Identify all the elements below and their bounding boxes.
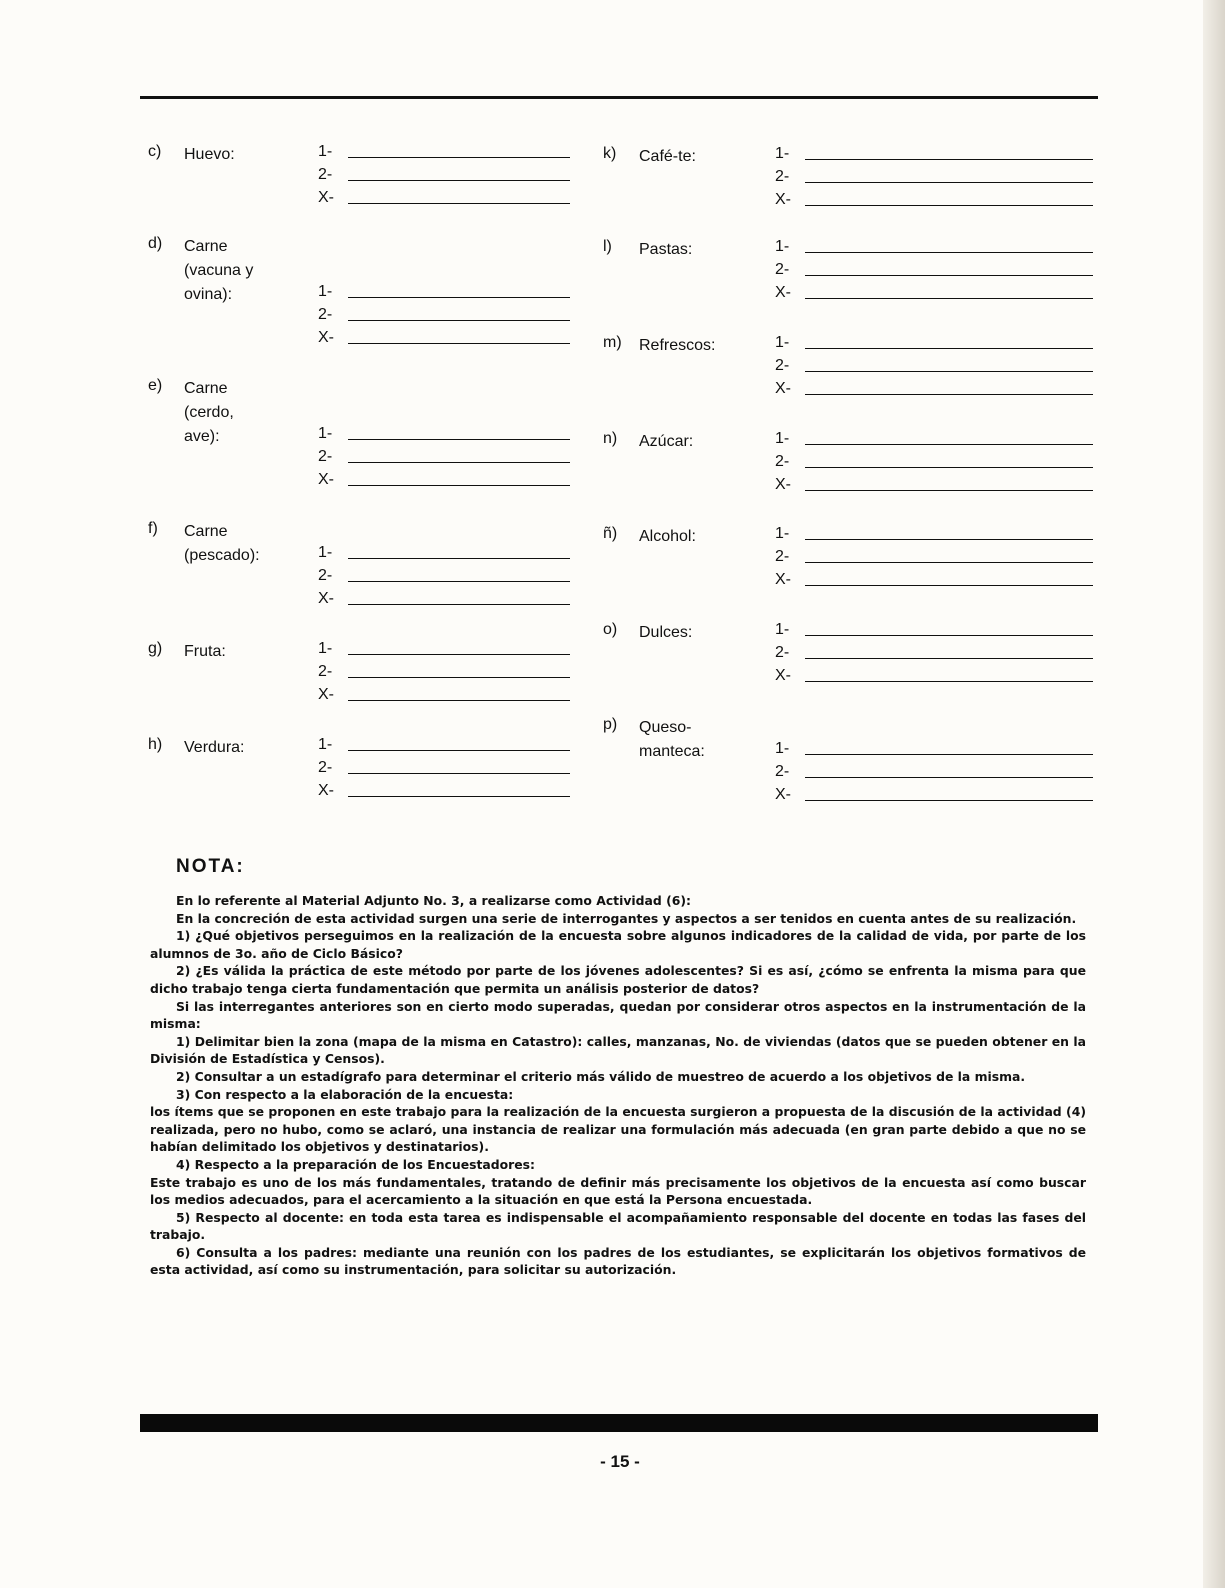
answer-blank[interactable]: [805, 348, 1093, 349]
item-letter: g): [148, 640, 163, 657]
answer-line-number: X-: [775, 284, 791, 301]
answer-blank[interactable]: [805, 159, 1093, 160]
answer-line[interactable]: [775, 261, 1103, 283]
answer-line[interactable]: [775, 334, 1103, 356]
nota-paragraph: 4) Respecto a la preparación de los Encuestadores:: [176, 1156, 535, 1172]
answer-line[interactable]: [318, 425, 580, 447]
page-number: - 15 -: [600, 1452, 640, 1471]
item-label: Carne (vacuna y ovina):: [184, 238, 254, 303]
answer-blank[interactable]: [805, 182, 1093, 183]
answer-blank[interactable]: [805, 205, 1093, 206]
answer-line[interactable]: [775, 786, 1103, 808]
answer-line[interactable]: [318, 686, 580, 708]
answer-blank[interactable]: [805, 275, 1093, 276]
answer-blank[interactable]: [348, 320, 570, 321]
answer-line[interactable]: [775, 430, 1103, 452]
nota-paragraph: En la concreción de esta actividad surgen una serie de interrogantes y aspectos a ser tenidos en cuenta antes de su realización.: [176, 910, 1077, 926]
answer-line-number: X-: [318, 189, 334, 206]
item-letter: l): [603, 238, 612, 255]
answer-blank[interactable]: [348, 750, 570, 751]
answer-line[interactable]: [318, 640, 580, 662]
answer-line-number: 1-: [318, 143, 333, 160]
answer-line-number: 2-: [775, 548, 790, 565]
answer-blank[interactable]: [348, 773, 570, 774]
answer-line[interactable]: [775, 168, 1103, 190]
item-label: Carne (cerdo, ave):: [184, 380, 234, 445]
answer-line-number: 1-: [775, 430, 790, 447]
nota-title: NOTA:: [176, 856, 245, 877]
answer-line-number: X-: [318, 686, 334, 703]
answer-blank[interactable]: [805, 635, 1093, 636]
answer-line-number: 1-: [318, 425, 333, 442]
nota-body: [150, 892, 1086, 1279]
item-letter: ñ): [603, 525, 618, 542]
answer-line-number: X-: [318, 590, 334, 607]
answer-line[interactable]: [318, 306, 580, 328]
answer-blank[interactable]: [348, 203, 570, 204]
answer-blank[interactable]: [805, 658, 1093, 659]
answer-blank[interactable]: [348, 439, 570, 440]
item-label: Café-te:: [639, 148, 696, 165]
answer-line-number: 1-: [318, 283, 333, 300]
answer-line[interactable]: [775, 667, 1103, 689]
item-letter: c): [148, 143, 162, 160]
item-label: Huevo:: [184, 146, 235, 163]
answer-blank[interactable]: [348, 343, 570, 344]
answer-line-number: 1-: [775, 525, 790, 542]
answer-line-number: 2-: [318, 166, 333, 183]
nota-paragraph: 2) Consultar a un estadígrafo para determinar el criterio más válido de muestreo de acuerdo a los objetivos de la misma.: [176, 1068, 1026, 1084]
answer-line[interactable]: [775, 238, 1103, 260]
answer-line[interactable]: [318, 471, 580, 493]
answer-blank[interactable]: [805, 562, 1093, 563]
answer-line-number: 2-: [318, 567, 333, 584]
answer-line-number: 2-: [775, 261, 790, 278]
answer-line[interactable]: [775, 284, 1103, 306]
nota-paragraph: 2) ¿Es válida la práctica de este método por parte de los jóvenes adolescentes? Si es así, ¿cómo se enfrenta la misma para que dicho trabajo tenga cierta fundamentación que permita un análisis posterior de datos?: [150, 963, 1086, 996]
answer-line-number: X-: [775, 571, 791, 588]
item-label: Refrescos:: [639, 337, 716, 354]
item-letter: h): [148, 736, 163, 753]
answer-line-number: 2-: [775, 168, 790, 185]
answer-line-number: 1-: [775, 145, 790, 162]
page-edge-shadow: [1203, 0, 1225, 1588]
answer-blank[interactable]: [348, 462, 570, 463]
answer-line-number: X-: [775, 667, 791, 684]
item-letter: d): [148, 235, 163, 252]
nota-paragraph: 3) Con respecto a la elaboración de la encuesta:: [176, 1086, 514, 1102]
answer-line-number: 1-: [775, 334, 790, 351]
nota-paragraph: Si las interregantes anteriores son en cierto modo superadas, quedan por considerar otros aspectos en la instrumentación de la misma:: [150, 998, 1086, 1032]
answer-blank[interactable]: [348, 677, 570, 678]
answer-line-number: X-: [775, 191, 791, 208]
answer-line[interactable]: [775, 763, 1103, 785]
answer-line-number: X-: [775, 380, 791, 397]
nota-paragraph: 1) Delimitar bien la zona (mapa de la misma en Catastro): calles, manzanas, No. de viviendas (datos que se pueden obtener en la División de Estadística y Censos).: [150, 1033, 1086, 1067]
answer-line-number: 1-: [775, 621, 790, 638]
answer-line-number: 2-: [318, 448, 333, 465]
answer-blank[interactable]: [805, 539, 1093, 540]
nota-paragraph: Este trabajo es uno de los más fundamentales, tratando de definir más precisamente los objetivos de la encuesta así como buscar los medios adecuados, para el acercamiento a la situación en que está la Persona encuestada.: [150, 1174, 1086, 1208]
answer-line-number: X-: [775, 786, 791, 803]
top-rule: [140, 96, 1098, 99]
answer-line[interactable]: [775, 380, 1103, 402]
item-letter: p): [603, 716, 618, 733]
answer-line-number: 2-: [318, 759, 333, 776]
answer-blank[interactable]: [348, 157, 570, 158]
answer-line-number: 2-: [775, 357, 790, 374]
food-item-left2: [148, 377, 668, 497]
answer-line-number: 1-: [775, 238, 790, 255]
answer-blank[interactable]: [348, 604, 570, 605]
answer-line[interactable]: [318, 329, 580, 351]
answer-line[interactable]: [775, 621, 1103, 643]
answer-line[interactable]: [318, 189, 580, 211]
answer-blank[interactable]: [805, 444, 1093, 445]
answer-line[interactable]: [775, 525, 1103, 547]
answer-line-number: 2-: [775, 763, 790, 780]
answer-line-number: 1-: [775, 740, 790, 757]
answer-blank[interactable]: [348, 558, 570, 559]
answer-line[interactable]: [775, 357, 1103, 379]
answer-blank[interactable]: [348, 796, 570, 797]
nota-paragraph: 5) Respecto al docente: en toda esta tarea es indispensable el acompañamiento responsable del docente en todas las fases del trabajo.: [150, 1209, 1086, 1243]
answer-line[interactable]: [775, 191, 1103, 213]
answer-line[interactable]: [318, 143, 580, 165]
answer-blank[interactable]: [805, 394, 1093, 395]
item-letter: k): [603, 145, 617, 162]
item-label: Fruta:: [184, 643, 226, 660]
answer-line-number: X-: [318, 782, 334, 799]
answer-blank[interactable]: [348, 297, 570, 298]
item-label: Pastas:: [639, 241, 693, 258]
item-letter: m): [603, 334, 622, 351]
answer-line[interactable]: [318, 782, 580, 804]
answer-line[interactable]: [775, 740, 1103, 762]
answer-blank[interactable]: [805, 371, 1093, 372]
item-letter: o): [603, 621, 618, 638]
answer-line-number: 2-: [775, 453, 790, 470]
answer-blank[interactable]: [805, 681, 1093, 682]
item-label: Dulces:: [639, 624, 693, 641]
answer-line[interactable]: [775, 476, 1103, 498]
answer-line-number: 2-: [318, 306, 333, 323]
answer-blank[interactable]: [805, 754, 1093, 755]
answer-line[interactable]: [775, 644, 1103, 666]
answer-blank[interactable]: [348, 180, 570, 181]
item-letter: e): [148, 377, 163, 394]
answer-line[interactable]: [318, 448, 580, 470]
answer-line[interactable]: [318, 283, 580, 305]
answer-blank[interactable]: [805, 252, 1093, 253]
answer-blank[interactable]: [348, 700, 570, 701]
answer-line[interactable]: [775, 453, 1103, 475]
answer-line-number: 1-: [318, 544, 333, 561]
item-label: Queso- manteca:: [639, 719, 705, 760]
nota-paragraph: En lo referente al Material Adjunto No. 3, a realizarse como Actividad (6):: [176, 893, 691, 908]
item-letter: n): [603, 430, 618, 447]
bottom-bar: [140, 1414, 1098, 1432]
answer-line[interactable]: [775, 145, 1103, 167]
answer-line-number: X-: [318, 329, 334, 346]
answer-blank[interactable]: [805, 585, 1093, 586]
food-item-left5: [148, 736, 668, 856]
answer-blank[interactable]: [805, 800, 1093, 801]
answer-line[interactable]: [318, 663, 580, 685]
item-letter: f): [148, 520, 158, 537]
item-label: Alcohol:: [639, 528, 696, 545]
item-label: Azúcar:: [639, 433, 694, 450]
answer-line-number: X-: [318, 471, 334, 488]
food-item-left1: [148, 235, 668, 355]
answer-blank[interactable]: [348, 654, 570, 655]
item-label: Carne (pescado):: [184, 523, 260, 564]
answer-blank[interactable]: [805, 298, 1093, 299]
answer-line[interactable]: [318, 759, 580, 781]
answer-blank[interactable]: [348, 485, 570, 486]
answer-line-number: 1-: [318, 736, 333, 753]
answer-blank[interactable]: [805, 467, 1093, 468]
answer-line-number: 1-: [318, 640, 333, 657]
answer-line[interactable]: [318, 736, 580, 758]
answer-line[interactable]: [318, 567, 580, 589]
food-item-left3: [148, 520, 668, 640]
answer-line[interactable]: [318, 166, 580, 188]
answer-line[interactable]: [775, 571, 1103, 593]
answer-line-number: X-: [775, 476, 791, 493]
answer-line[interactable]: [318, 590, 580, 612]
food-item-right6: [603, 716, 1123, 836]
answer-blank[interactable]: [348, 581, 570, 582]
answer-line[interactable]: [318, 544, 580, 566]
answer-line-number: 2-: [775, 644, 790, 661]
item-label: Verdura:: [184, 739, 245, 756]
answer-blank[interactable]: [805, 777, 1093, 778]
answer-line[interactable]: [775, 548, 1103, 570]
answer-line-number: 2-: [318, 663, 333, 680]
nota-paragraph: 1) ¿Qué objetivos perseguimos en la realización de la encuesta sobre algunos indicadores de la calidad de vida, por parte de los alumnos de 3o. año de Ciclo Básico?: [150, 928, 1086, 961]
nota-paragraph: 6) Consulta a los padres: mediante una reunión con los padres de los estudiantes, se explicitarán los objetivos formativos de esta actividad, así como su instrumentación, para solicitar su autorización.: [150, 1244, 1086, 1278]
answer-blank[interactable]: [805, 490, 1093, 491]
nota-paragraph: los ítems que se proponen en este trabajo para la realización de la encuesta surgieron a propuesta de la discusión de la actividad (4) realizada, pero no hubo, como se aclaró, una instancia de realizar una formulación más adecuada (en gran parte debido a que no se habían delimitado los objetivos y destinatarios).: [150, 1104, 1086, 1155]
